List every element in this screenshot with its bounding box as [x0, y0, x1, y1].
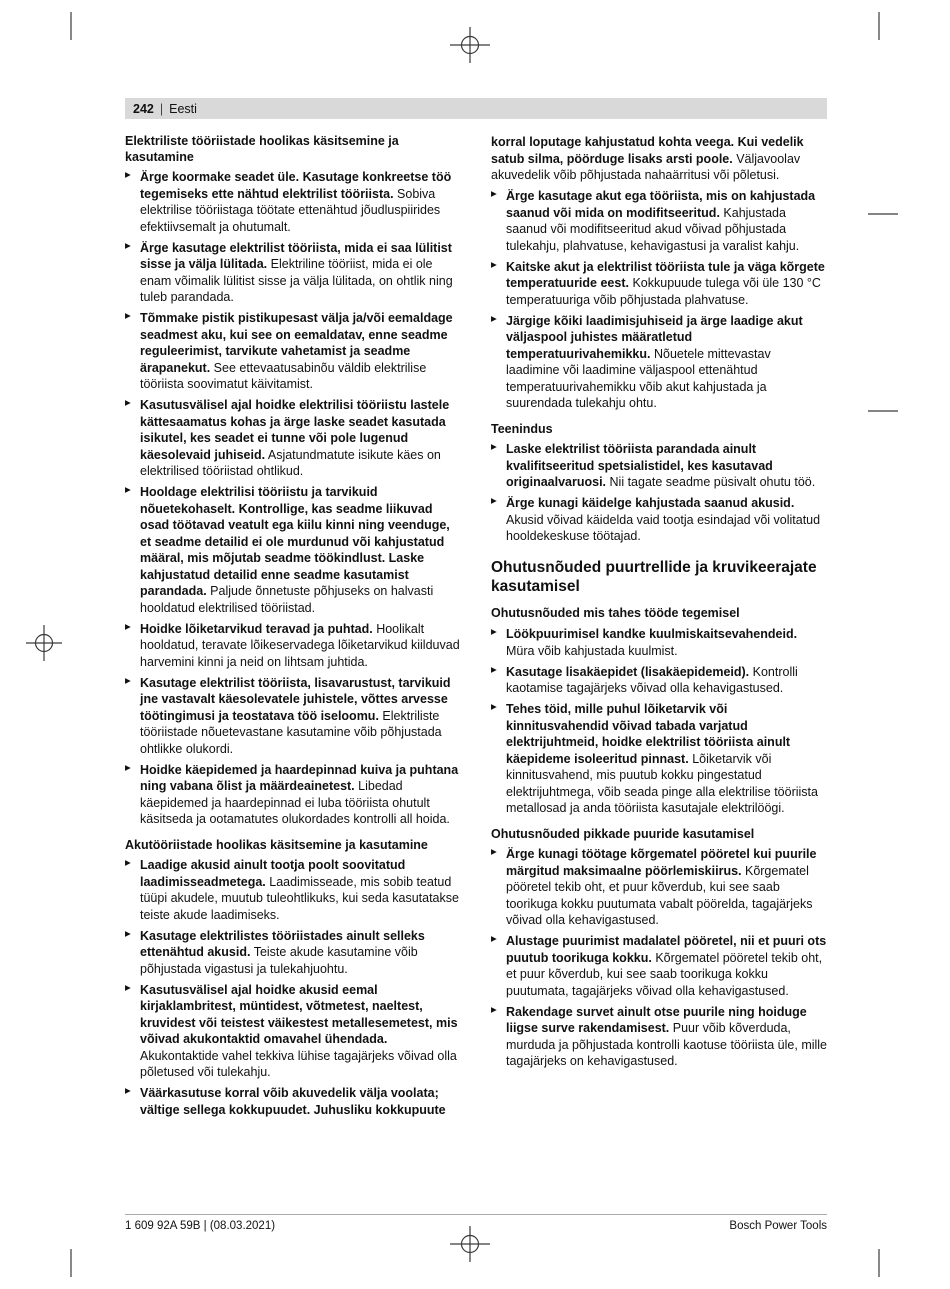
safety-instruction: [491, 495, 827, 545]
bullet-triangle-icon: ▶: [125, 858, 131, 868]
instruction-lead-text: Hoidke käepidemed ja haardepinnad kuiva ja puhtana ning vabana õlist ja määrdeainetest.: [140, 762, 459, 794]
bullet-triangle-icon: ▶: [491, 442, 497, 452]
safety-instruction: [125, 169, 461, 235]
safety-instruction: [491, 313, 827, 412]
header-separator: |: [159, 101, 164, 116]
bullet-triangle-icon: ▶: [125, 311, 131, 321]
instruction-lead-text: Ärge kunagi töötage kõrgematel pööretel kui puurile märgitud maksimaalne pöörlemiskiirus.: [506, 847, 817, 878]
safety-instruction: [125, 928, 461, 978]
section-heading: Akutööriistade hoolikas käsitsemine ja kasutamine: [125, 837, 428, 852]
bullet-triangle-icon: ▶: [125, 762, 131, 772]
bullet-triangle-icon: ▶: [125, 485, 131, 495]
instruction-lead-text: Kasutage elektrilistes tööriistades ainult selleks ettenähtud akusid.: [140, 928, 425, 960]
bullet-triangle-icon: ▶: [125, 928, 131, 938]
instruction-lead-text: Ärge koormake seadet üle. Kasutage konkreetse töö tegemiseks ette nähtud elektrilist tööriista.: [140, 170, 452, 201]
instruction-lead-text: Kasutusvälisel ajal hoidke elektrilisi tööriistu lastele kättesaamatus kohas ja ärge laske seadet kasutada isikutel, kes seadet ei tunne või pole lugenud käesolevaid juhiseid.: [140, 398, 450, 462]
instruction-body-text: Akusid võivad käidelda vaid tootja esindajad või volitatud hooldekeskuse töötajad.: [506, 512, 821, 544]
safety-instruction: [125, 484, 461, 616]
chapter-heading: Ohutusnõuded puurtrellide ja kruvikeerajate kasutamisel: [491, 558, 817, 595]
bullet-triangle-icon: ▶: [125, 240, 131, 250]
safety-instruction: [125, 1085, 461, 1118]
instruction-body-text: Asjatundmatute isikute käes on elektrilised tööriistad ohtlikud.: [140, 447, 441, 479]
safety-instruction: [125, 857, 461, 923]
safety-instruction: [491, 701, 827, 817]
safety-instruction: [125, 675, 461, 758]
instruction-body-text: Hoolikalt hooldatud, teravate lõikeservadega lõiketarvikud kiilduvad harvemini kinni ja neid on lihtsam juhtida.: [140, 621, 460, 669]
safety-instruction: [125, 310, 461, 393]
instruction-body-text: Akukontaktide vahel tekkiva lühise tagajärjeks võivad olla põletused või tulekahju.: [140, 1048, 457, 1080]
right-column: [491, 134, 827, 1123]
section-heading: Ohutusnõuded pikkade puuride kasutamisel: [491, 826, 755, 841]
instruction-lead-text: Kaitske akut ja elektrilist tööriista tule ja väga kõrgete temperatuuride eest.: [506, 259, 825, 290]
instruction-continuation: [491, 134, 827, 184]
bullet-triangle-icon: ▶: [125, 398, 131, 408]
instruction-body-text: See ettevaatusabinõu väldib elektrilise tööriista soovimatut käivitamist.: [140, 360, 427, 392]
instruction-body-text: Kahjustada saanud või modifitseeritud akud võivad põhjustada tulekahju, plahvatuse, kehavigastusi ja varalist kahju.: [506, 205, 800, 253]
instruction-lead-text: Väärkasutuse korral võib akuvedelik välja voolata; vältige sellega kokkupuudet. Juhusliku kokkupuute: [140, 1086, 446, 1117]
instruction-body-text: Paljude õnnetuste põhjuseks on halvasti hooldatud elektrilised tööriistad.: [140, 584, 434, 615]
instruction-body-text: Sobiva elektrilise tööriistaga töötate ettenähtud jõudluspiirides efektiivsemalt ja ohutumalt.: [140, 186, 441, 234]
safety-instruction: [491, 664, 827, 697]
instruction-body-text: Libedad käepidemed ja haardepinnad ei luba tööriista ohutult käsitseda ja ootamatutes olukordades kontrolli all hoida.: [140, 779, 450, 827]
bullet-triangle-icon: ▶: [125, 1086, 131, 1096]
page-number: 242: [133, 101, 154, 116]
instruction-body-text: Kõrgematel pööretel tekib oht, et puur kõverdub, kui see saab toorikuga kokku puutumata vabalt pöörelda, tagajärjeks võivad olla kehavigastused.: [506, 863, 813, 928]
instruction-body-text: Kõrgematel pööretel tekib oht, et puur kõverdub, kui see saab toorikuga kokku puutumata, tagajärjeks võivad olla kehavigastused.: [506, 950, 823, 998]
safety-instruction: [491, 626, 827, 659]
bullet-triangle-icon: ▶: [125, 675, 131, 685]
bullet-triangle-icon: ▶: [125, 170, 131, 180]
footer-brand: Bosch Power Tools: [729, 1220, 827, 1232]
bullet-triangle-icon: ▶: [491, 259, 497, 269]
safety-instruction: [491, 188, 827, 254]
page-header: [125, 98, 827, 119]
instruction-body-text: Elektriliste tööriistade nõuetevastane kasutamine võib põhjustada ohtlikke olukordi.: [140, 708, 442, 756]
instruction-lead-text: Laske elektrilist tööriista parandada ainult kvalifitseeritud spetsialistidel, kes kasutavad originaalvaruosi.: [506, 442, 773, 490]
instruction-body-text: Puur võib kõverduda, murduda ja põhjustada kontrolli kaotuse tööriista üle, mille tagajärjeks on kehavigastused.: [506, 1021, 828, 1069]
safety-instruction: [125, 240, 461, 306]
content-columns: [125, 134, 827, 1123]
instruction-lead-text: Ärge kunagi käidelge kahjustada saanud akusid.: [506, 496, 795, 511]
instruction-lead-text: Kasutage elektrilist tööriista, lisavarustust, tarvikuid jne vastavalt käesolevatele juhistele, võttes arvesse töötingimusi ja teostatava töö iseloomu.: [140, 675, 451, 723]
instruction-lead-text: Alustage puurimist madalatel pööretel, nii et puuri ots puutub toorikuga kokku.: [506, 934, 827, 965]
bullet-triangle-icon: ▶: [125, 621, 131, 631]
bullet-triangle-icon: ▶: [125, 982, 131, 992]
instruction-lead-text: Ärge kasutage akut ega tööriista, mis on kahjustada saanud või mida on modifitseeritud.: [506, 189, 816, 220]
section-heading: Elektriliste tööriistade hoolikas käsitsemine ja kasutamine: [125, 134, 399, 164]
bullet-triangle-icon: ▶: [491, 313, 497, 323]
safety-instruction: [125, 397, 461, 480]
page-footer: [125, 1214, 827, 1232]
fold-marks: [868, 214, 898, 411]
instruction-lead-text: Laadige akusid ainult tootja poolt soovitatud laadimisseadmetega.: [140, 858, 406, 889]
bullet-triangle-icon: ▶: [491, 627, 497, 637]
instruction-body-text: Elektriline tööriist, mida ei ole enam võimalik lülitist sisse ja välja lülitada, on ohtlik ning tuleb parandada.: [140, 257, 453, 305]
registration-target-top: [450, 27, 490, 63]
safety-instruction: [491, 933, 827, 999]
safety-instruction: [491, 1004, 827, 1070]
instruction-lead-text: Järgige kõiki laadimisjuhiseid ja ärge laadige akut väljaspool juhistes määratletud temperatuurivahemikku.: [506, 313, 803, 361]
instruction-body-text: Kokkupuude tulega või üle 130 °C temperatuuriga võib põhjustada plahvatuse.: [506, 276, 821, 307]
bullet-triangle-icon: ▶: [491, 189, 497, 198]
instruction-lead-text: Rakendage survet ainult otse puurile ning hoiduge liigse surve rakendamisest.: [506, 1004, 807, 1036]
instruction-body-text: Teiste akude kasutamine võib põhjustada vigastusi ja tulekahjuohtu.: [140, 945, 418, 976]
bullet-triangle-icon: ▶: [491, 702, 497, 712]
instruction-lead-text: Löökpuurimisel kandke kuulmiskaitsevahendeid.: [506, 627, 798, 642]
safety-instruction: [125, 621, 461, 671]
instruction-lead-text: Tõmmake pistik pistikupesast välja ja/või eemaldage seadmest aku, kui see on eemaldatav, enne seadme reguleerimist, tarvikute vahetamist ja seadme ärapanekut.: [140, 311, 453, 375]
instruction-body-text: Väljavoolav akuvedelik võib põhjustada nahaärritusi või põletusi.: [491, 151, 801, 182]
instruction-lead-text: Hooldage elektrilisi tööriistu ja tarvikuid nõuetekohaselt. Kontrollige, kas seadme liikuvad osad töötavad veatult ega kiilu kinni ning veenduge, et seadme detailid ei ole murdunud või kahjustatud määral, mis mõjutab seadme töökindlust. Laske kahjustatud detailid enne seadme kasutamist parandada.: [140, 485, 450, 599]
section-heading: Teenindus: [491, 421, 553, 436]
bullet-triangle-icon: ▶: [491, 664, 497, 674]
instruction-lead-text: Hoidke lõiketarvikud teravad ja puhtad.: [140, 621, 373, 636]
instruction-body-text: Nõuetele mittevastav laadimine või laadimine väljaspool ettenähtud temperatuurivahemikku võib akut kahjustada ja suurendada tulekahju ohtu.: [506, 346, 771, 410]
instruction-lead-text: korral loputage kahjustatud kohta veega. Kui vedelik satub silma, pöörduge lisaks arsti poole.: [491, 135, 804, 166]
instruction-lead-text: Tehes töid, mille puhul lõiketarvik või kinnitusvahendid võivad tabada varjatud elektrijuhtmeid, hoidke elektrilist tööriista ainult käepideme isoleeritud pinnast.: [506, 702, 791, 766]
instruction-body-text: Müra võib kahjustada kuulmist.: [506, 643, 678, 658]
instruction-body-text: Nii tagate seadme püsivalt ohutu töö.: [609, 475, 816, 490]
instruction-body-text: Laadimisseade, mis sobib teatud tüüpi akudele, muutub tuleohtlikuks, kui seda kasutatakse teiste akude laadimiseks.: [140, 874, 459, 922]
left-column: [125, 134, 461, 1123]
header-language: Eesti: [169, 101, 197, 116]
instruction-body-text: Lõiketarvik või kinnitusvahend, mis puutub kokku pingestatud elektrijuhtmega, võib seada pinge alla elektrilise tööriista metallosad ja anda tööriista kasutajale elektrilöögi.: [506, 751, 818, 816]
instruction-lead-text: Ärge kasutage elektrilist tööriista, mida ei saa lülitist sisse ja välja lülitada.: [140, 240, 452, 272]
footer-doc-code: 1 609 92A 59B | (08.03.2021): [125, 1220, 276, 1232]
section-heading: Ohutusnõuded mis tahes tööde tegemisel: [491, 606, 740, 621]
safety-instruction: [491, 846, 827, 929]
safety-instruction: [125, 982, 461, 1081]
safety-instruction: [491, 441, 827, 491]
safety-instruction: [125, 762, 461, 828]
bullet-triangle-icon: ▶: [491, 496, 497, 506]
instruction-body-text: Kontrolli kaotamise tagajärjeks võivad olla kehavigastused.: [506, 664, 798, 696]
bullet-triangle-icon: ▶: [491, 847, 497, 857]
bullet-triangle-icon: ▶: [491, 934, 497, 944]
instruction-lead-text: Kasutusvälisel ajal hoidke akusid eemal kirjaklambritest, müntidest, võtmetest, naeltest, kruvidest või teistest väikestest metallesemetest, mis võivad akukontaktid omavahel ühendada.: [140, 982, 458, 1047]
instruction-lead-text: Kasutage lisakäepidet (lisakäepidemeid).: [506, 664, 750, 679]
registration-target-left: [26, 625, 62, 661]
safety-instruction: [491, 259, 827, 309]
bullet-triangle-icon: ▶: [491, 1004, 497, 1014]
